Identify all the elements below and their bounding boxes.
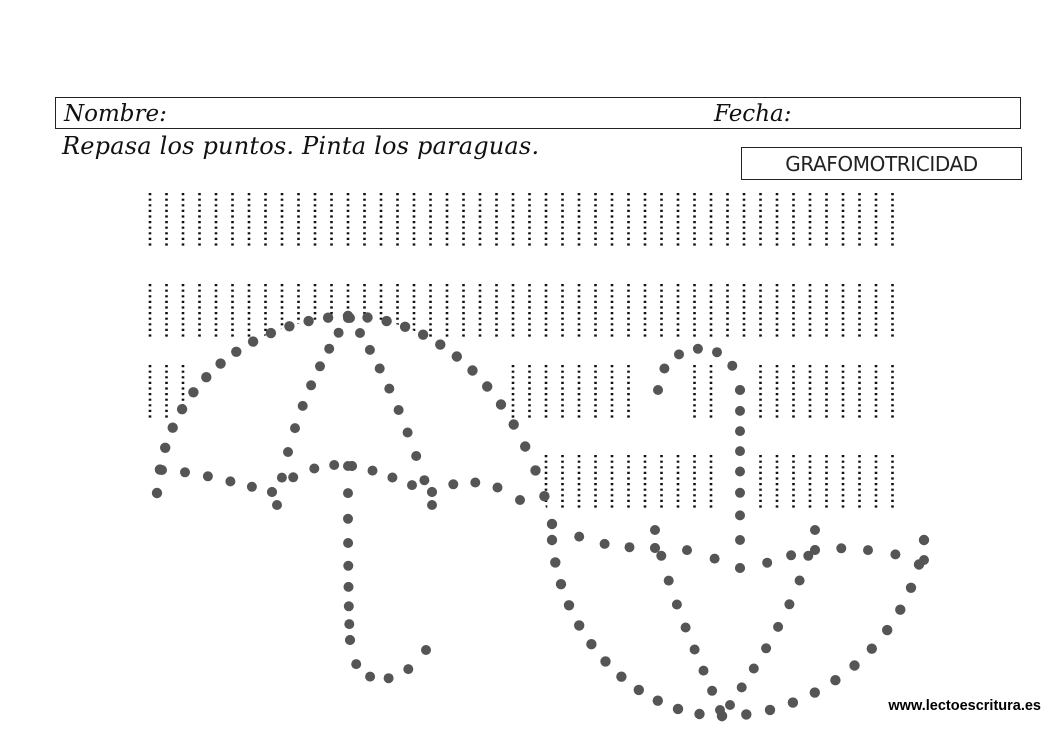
trace-dot	[324, 344, 334, 354]
trace-dot	[650, 525, 660, 535]
trace-dot	[520, 441, 530, 451]
trace-dot	[309, 464, 319, 474]
trace-dot	[160, 443, 170, 453]
trace-dot	[345, 635, 355, 645]
trace-dot	[906, 583, 916, 593]
trace-dot	[267, 487, 277, 497]
trace-dot	[400, 322, 410, 332]
trace-dot	[272, 500, 282, 510]
date-label: Fecha:	[714, 101, 792, 127]
trace-dot	[368, 466, 378, 476]
trace-dot	[407, 480, 417, 490]
trace-dot	[735, 446, 745, 456]
trace-dot	[625, 542, 635, 552]
trace-dot	[387, 473, 397, 483]
trace-dot	[225, 476, 235, 486]
category-tag-label: GRAFOMOTRICIDAD	[785, 151, 978, 176]
trace-dot	[727, 361, 737, 371]
trace-dot	[365, 345, 375, 355]
trace-dot	[493, 483, 503, 493]
trace-dot	[530, 465, 540, 475]
trace-dot	[343, 514, 353, 524]
trace-dot	[849, 660, 859, 670]
trace-dot	[788, 697, 798, 707]
trace-dot	[306, 380, 316, 390]
trace-dot	[659, 364, 669, 374]
trace-dot	[715, 705, 725, 715]
trace-dot	[203, 471, 213, 481]
trace-dot	[152, 488, 162, 498]
trace-dot	[919, 535, 929, 545]
trace-dot	[547, 535, 557, 545]
trace-dot	[735, 488, 745, 498]
trace-dot	[710, 554, 720, 564]
trace-dot	[343, 538, 353, 548]
trace-dot	[664, 576, 674, 586]
trace-dot	[735, 385, 745, 395]
trace-dot	[344, 582, 354, 592]
trace-dot	[467, 365, 477, 375]
trace-dot	[343, 461, 353, 471]
trace-dot	[830, 675, 840, 685]
trace-dot	[712, 347, 722, 357]
trace-dot	[863, 545, 873, 555]
trace-dot	[344, 601, 354, 611]
trace-dot	[427, 500, 437, 510]
trace-dot	[890, 549, 900, 559]
trace-dot	[735, 406, 745, 416]
trace-dot	[539, 491, 549, 501]
trace-dot	[180, 467, 190, 477]
trace-dot	[421, 645, 431, 655]
trace-dot	[247, 482, 257, 492]
trace-dot	[452, 351, 462, 361]
trace-dot	[345, 313, 355, 323]
trace-dot	[323, 313, 333, 323]
trace-dot	[803, 551, 813, 561]
trace-dot	[616, 672, 626, 682]
trace-dot	[735, 510, 745, 520]
trace-dot	[836, 543, 846, 553]
trace-dot	[784, 599, 794, 609]
trace-dot	[564, 600, 574, 610]
trace-dot	[157, 465, 167, 475]
trace-dot	[290, 423, 300, 433]
trace-dot	[343, 561, 353, 571]
trace-dot	[672, 600, 682, 610]
trace-dot	[515, 495, 525, 505]
trace-dot	[810, 687, 820, 697]
trace-dot	[673, 704, 683, 714]
instruction-text: Repasa los puntos. Pinta los paraguas.	[62, 132, 540, 160]
trace-dot	[403, 428, 413, 438]
trace-dot	[786, 550, 796, 560]
trace-dot	[674, 349, 684, 359]
trace-dot	[795, 576, 805, 586]
trace-dot	[810, 525, 820, 535]
trace-dot	[482, 381, 492, 391]
trace-dot	[381, 316, 391, 326]
trace-dot	[315, 361, 325, 371]
trace-dot	[653, 696, 663, 706]
trace-dot	[650, 543, 660, 553]
trace-dot	[690, 645, 700, 655]
trace-dot	[586, 639, 596, 649]
trace-dot	[574, 532, 584, 542]
trace-dot	[600, 656, 610, 666]
trace-dot	[547, 519, 557, 529]
trace-dot	[509, 419, 519, 429]
trace-dot	[741, 709, 751, 719]
umbrella-fill-area	[157, 316, 550, 525]
umbrella-upside-down-icon	[547, 344, 929, 721]
trace-dot	[201, 372, 211, 382]
trace-dot	[384, 384, 394, 394]
trace-dot	[765, 705, 775, 715]
trace-dot	[550, 557, 560, 567]
trace-dot	[394, 405, 404, 415]
trace-dot	[375, 364, 385, 374]
trace-dot	[365, 672, 375, 682]
trace-dot	[411, 451, 421, 461]
trace-dot	[773, 622, 783, 632]
trace-dot	[362, 312, 372, 322]
trace-dot	[384, 673, 394, 683]
trace-dot	[303, 316, 313, 326]
trace-dot	[231, 347, 241, 357]
website-credit: www.lectoescritura.es	[888, 698, 1041, 714]
trace-dot	[556, 579, 566, 589]
trace-dot	[355, 328, 365, 338]
trace-dot	[725, 700, 735, 710]
trace-dot	[448, 479, 458, 489]
trace-dot	[761, 643, 771, 653]
trace-dot	[298, 401, 308, 411]
trace-dot	[496, 399, 506, 409]
trace-dot	[419, 475, 429, 485]
trace-dot	[681, 623, 691, 633]
trace-dot	[574, 620, 584, 630]
trace-dot	[737, 682, 747, 692]
trace-dot	[867, 644, 877, 654]
trace-dot	[470, 478, 480, 488]
trace-dot	[919, 555, 929, 565]
trace-dot	[735, 535, 745, 545]
trace-dot	[403, 664, 413, 674]
trace-dot	[288, 472, 298, 482]
trace-dot	[283, 447, 293, 457]
name-label: Nombre:	[64, 101, 167, 127]
trace-dot	[351, 659, 361, 669]
trace-dot	[168, 423, 178, 433]
trace-dot	[895, 605, 905, 615]
trace-dot	[284, 321, 294, 331]
trace-dot	[600, 539, 610, 549]
trace-dot	[882, 625, 892, 635]
trace-dot	[707, 686, 717, 696]
trace-dot	[682, 545, 692, 555]
trace-dot	[329, 460, 339, 470]
trace-dot	[694, 709, 704, 719]
trace-dot	[762, 558, 772, 568]
trace-dot	[749, 664, 759, 674]
trace-dot	[435, 339, 445, 349]
trace-dot	[653, 385, 663, 395]
trace-dot	[427, 487, 437, 497]
trace-dot	[277, 473, 287, 483]
trace-dot	[656, 551, 666, 561]
trace-dot	[735, 426, 745, 436]
trace-dot	[634, 685, 644, 695]
trace-dot	[334, 328, 344, 338]
trace-dot	[699, 666, 709, 676]
trace-dot	[735, 467, 745, 477]
trace-dot	[344, 619, 354, 629]
trace-dot	[693, 344, 703, 354]
umbrella-open-icon	[152, 311, 557, 683]
trace-dot	[188, 387, 198, 397]
trace-dot	[418, 330, 428, 340]
trace-dot	[177, 404, 187, 414]
trace-dot	[215, 358, 225, 368]
trace-dot	[266, 328, 276, 338]
trace-dot	[735, 563, 745, 573]
trace-dot	[343, 488, 353, 498]
trace-dot	[248, 336, 258, 346]
